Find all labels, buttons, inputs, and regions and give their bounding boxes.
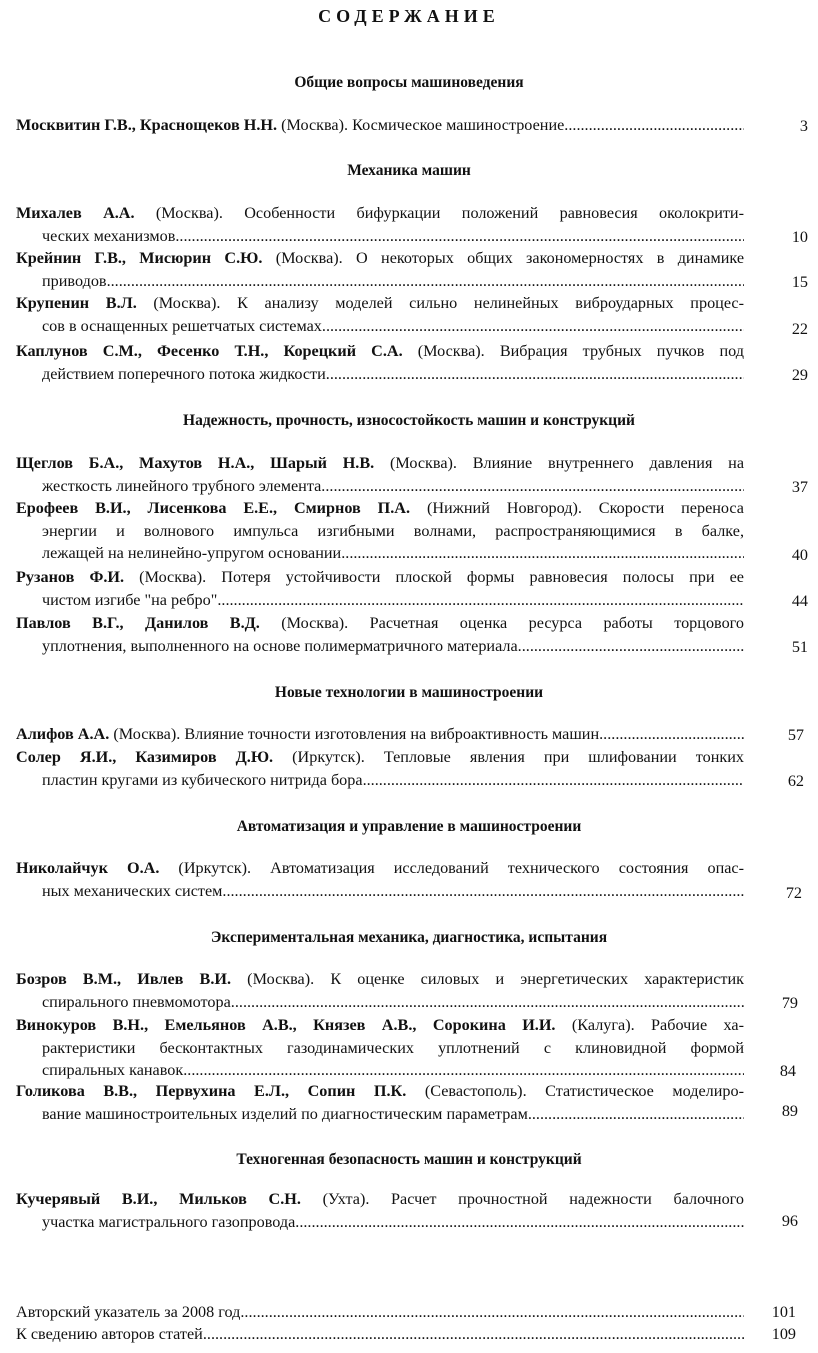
entry-authors: Павлов В.Г., Данилов В.Д. bbox=[16, 614, 260, 632]
leader-dots bbox=[599, 723, 744, 746]
entry-title-line: уплотнения, выполненного на основе полимерматричного материала bbox=[42, 636, 518, 655]
leader-dots bbox=[217, 589, 744, 612]
entry-title-line: жесткость линейного трубного элемента bbox=[42, 476, 322, 495]
entry-authors: Алифов А.А. bbox=[16, 725, 110, 743]
leader-dots bbox=[295, 1211, 744, 1234]
entry-authors: Крупенин В.Л. bbox=[16, 294, 137, 312]
appendix-entry[interactable] bbox=[16, 1301, 744, 1324]
entry-title-line: участка магистрального газопровода bbox=[42, 1212, 296, 1231]
entry-authors: Кучерявый В.И., Мильков С.Н. bbox=[16, 1190, 301, 1208]
leader-dots bbox=[518, 635, 744, 658]
entry-title-line: приводов bbox=[42, 271, 107, 290]
entry-authors: Москвитин Г.В., Краснощеков Н.Н. bbox=[16, 116, 278, 134]
toc-entry[interactable] bbox=[16, 857, 744, 902]
section-heading-experimental: Экспериментальная механика, диагностика, испытания bbox=[210, 929, 608, 946]
leader-dots bbox=[107, 270, 744, 293]
entry-authors: Щеглов Б.А., Махутов Н.А., Шарый Н.В. bbox=[16, 454, 375, 472]
section-heading-safety: Техногенная безопасность машин и конструкций bbox=[236, 1151, 582, 1168]
page-title: СОДЕРЖАНИЕ bbox=[318, 6, 500, 26]
entry-title-line: (Москва). Влияние внутреннего давления на bbox=[374, 454, 744, 472]
leader-dots bbox=[322, 315, 744, 338]
entry-title-line: сов в оснащенных решетчатых системах bbox=[42, 316, 322, 335]
entry-city: (Москва). bbox=[109, 725, 181, 743]
entry-title-line: лежащей на нелинейно-упругом основании bbox=[42, 544, 342, 562]
entry-title-line: (Севастополь). Статистическое моделиро- bbox=[406, 1082, 744, 1100]
section-heading-new-tech: Новые технологии в машиностроении bbox=[274, 684, 544, 701]
entry-authors: Рузанов Ф.И. bbox=[16, 568, 125, 586]
leader-dots bbox=[326, 363, 744, 386]
entry-page-number: 10 bbox=[791, 228, 808, 246]
entry-page-number: 40 bbox=[791, 546, 808, 564]
toc-entry[interactable] bbox=[16, 1188, 744, 1233]
section-heading-mechanics: Механика машин bbox=[347, 162, 471, 179]
entry-authors: Ерофеев В.И., Лисенкова Е.Е., Смирнов П.А. bbox=[16, 499, 411, 517]
entry-authors: Солер Я.И., Казимиров Д.Ю. bbox=[16, 748, 274, 766]
entry-title-line: (Калуга). Рабочие ха- bbox=[555, 1016, 744, 1034]
entry-title-line: (Иркутск). Тепловые явления при шлифовании тонких bbox=[273, 748, 744, 766]
entry-page-number: 79 bbox=[781, 994, 798, 1012]
entry-title-line: (Москва). Потеря устойчивости плоской формы равновесия полосы при ее bbox=[124, 568, 744, 586]
entry-page-number: 51 bbox=[791, 638, 808, 656]
entry-page-number: 84 bbox=[779, 1062, 796, 1080]
entry-page-number: 62 bbox=[787, 772, 804, 790]
section-heading-reliability: Надежность, прочность, износостойкость машин и конструкций bbox=[183, 412, 635, 429]
toc-entry[interactable] bbox=[16, 452, 744, 497]
entry-page-number: 96 bbox=[781, 1212, 798, 1230]
appendix-title: К сведению авторов статей bbox=[16, 1325, 203, 1343]
entry-title-line: вание машиностроительных изделий по диагностическим параметрам bbox=[42, 1104, 528, 1123]
toc-entry[interactable] bbox=[16, 1014, 744, 1082]
leader-dots bbox=[341, 542, 744, 565]
toc-entry[interactable] bbox=[16, 1080, 744, 1125]
entry-title-line: (Москва). Вибрация трубных пучков под bbox=[402, 342, 744, 360]
leader-dots bbox=[240, 1301, 744, 1324]
toc-entry[interactable] bbox=[16, 968, 744, 1013]
entry-title-line: (Иркутск). Автоматизация исследований технического состояния опас- bbox=[159, 859, 744, 877]
toc-entry[interactable] bbox=[16, 114, 744, 137]
entry-title-line: действием поперечного потока жидкости bbox=[42, 364, 326, 383]
entry-page-number: 57 bbox=[787, 726, 804, 744]
leader-dots bbox=[564, 114, 744, 137]
entry-title-line: чистом изгибе "на ребро" bbox=[42, 590, 218, 609]
entry-authors: Михалев А.А. bbox=[16, 204, 135, 222]
toc-entry[interactable] bbox=[16, 566, 744, 611]
toc-entry[interactable] bbox=[16, 292, 744, 337]
entry-title: Влияние точности изготовления на виброактивность машин bbox=[180, 725, 600, 743]
entry-authors: Винокуров В.Н., Емельянов А.В., Князев А.В., Сорокина И.И. bbox=[16, 1016, 556, 1034]
entry-title: Космическое машиностроение bbox=[348, 116, 565, 134]
entry-city: (Москва). bbox=[277, 116, 349, 134]
leader-dots bbox=[321, 475, 744, 498]
leader-dots bbox=[231, 991, 744, 1014]
entry-page-number: 3 bbox=[799, 117, 808, 135]
entry-title-line: (Москва). Особенности бифуркации положений равновесия околокрити- bbox=[134, 204, 744, 222]
entry-title-line: спирального пневмомотора bbox=[42, 992, 231, 1011]
entry-page-number: 29 bbox=[791, 366, 808, 384]
toc-entry[interactable] bbox=[16, 202, 744, 247]
entry-page-number: 22 bbox=[791, 320, 808, 338]
toc-entry[interactable] bbox=[16, 247, 744, 292]
entry-title-line: (Москва). К анализу моделей сильно нелинейных виброударных процес- bbox=[136, 294, 744, 312]
toc-entry[interactable] bbox=[16, 497, 744, 565]
leader-dots bbox=[528, 1103, 744, 1126]
entry-authors: Голикова В.В., Первухина Е.Л., Сопин П.К. bbox=[16, 1082, 407, 1100]
entry-authors: Николайчук О.А. bbox=[16, 859, 160, 877]
entry-title-line: (Москва). Расчетная оценка ресурса работы торцового bbox=[259, 614, 744, 632]
entry-page-number: 72 bbox=[785, 884, 802, 902]
entry-page-number: 44 bbox=[791, 592, 808, 610]
entry-title-line: спиральных канавок bbox=[42, 1061, 184, 1079]
entry-authors: Бозров В.М., Ивлев В.И. bbox=[16, 970, 232, 988]
entry-authors: Крейнин Г.В., Мисюрин С.Ю. bbox=[16, 249, 263, 267]
entry-title-line: ческих механизмов bbox=[42, 226, 176, 245]
appendix-page-number: 109 bbox=[771, 1325, 796, 1343]
entry-page-number: 15 bbox=[791, 273, 808, 291]
entry-title-line: рактеристики бесконтактных газодинамических уплотнений с клиновидной формой bbox=[42, 1038, 744, 1057]
leader-dots bbox=[363, 769, 744, 792]
leader-dots bbox=[175, 225, 744, 248]
appendix-title: Авторский указатель за 2008 год bbox=[16, 1303, 241, 1321]
entry-page-number: 89 bbox=[781, 1102, 798, 1120]
section-heading-automation: Автоматизация и управление в машиностроении bbox=[236, 818, 582, 835]
entry-title-line: (Ухта). Расчет прочностной надежности балочного bbox=[300, 1190, 744, 1208]
entry-authors: Каплунов С.М., Фесенко Т.Н., Корецкий С.А. bbox=[16, 342, 403, 360]
section-heading-general: Общие вопросы машиноведения bbox=[294, 74, 524, 91]
entry-title-line: (Москва). К оценке силовых и энергетических характеристик bbox=[231, 970, 744, 988]
leader-dots bbox=[203, 1323, 744, 1346]
appendix-entry[interactable] bbox=[16, 1323, 744, 1346]
entry-title-line: (Москва). О некоторых общих закономерностях в динамике bbox=[262, 249, 744, 267]
entry-page-number: 37 bbox=[791, 478, 808, 496]
appendix-page-number: 101 bbox=[771, 1303, 796, 1321]
toc-entry[interactable] bbox=[16, 612, 744, 657]
entry-title-line: (Нижний Новгород). Скорости переноса bbox=[410, 499, 744, 517]
entry-title-line: ных механических систем bbox=[42, 881, 223, 900]
entry-title-line: энергии и волнового импульса изгибными волнами, распространяющимися в балке, bbox=[42, 521, 744, 540]
toc-entry[interactable] bbox=[16, 746, 744, 791]
leader-dots bbox=[183, 1059, 744, 1082]
leader-dots bbox=[222, 880, 744, 903]
entry-title-line: пластин кругами из кубического нитрида бора bbox=[42, 770, 363, 789]
toc-entry[interactable] bbox=[16, 723, 744, 746]
toc-entry[interactable] bbox=[16, 340, 744, 385]
